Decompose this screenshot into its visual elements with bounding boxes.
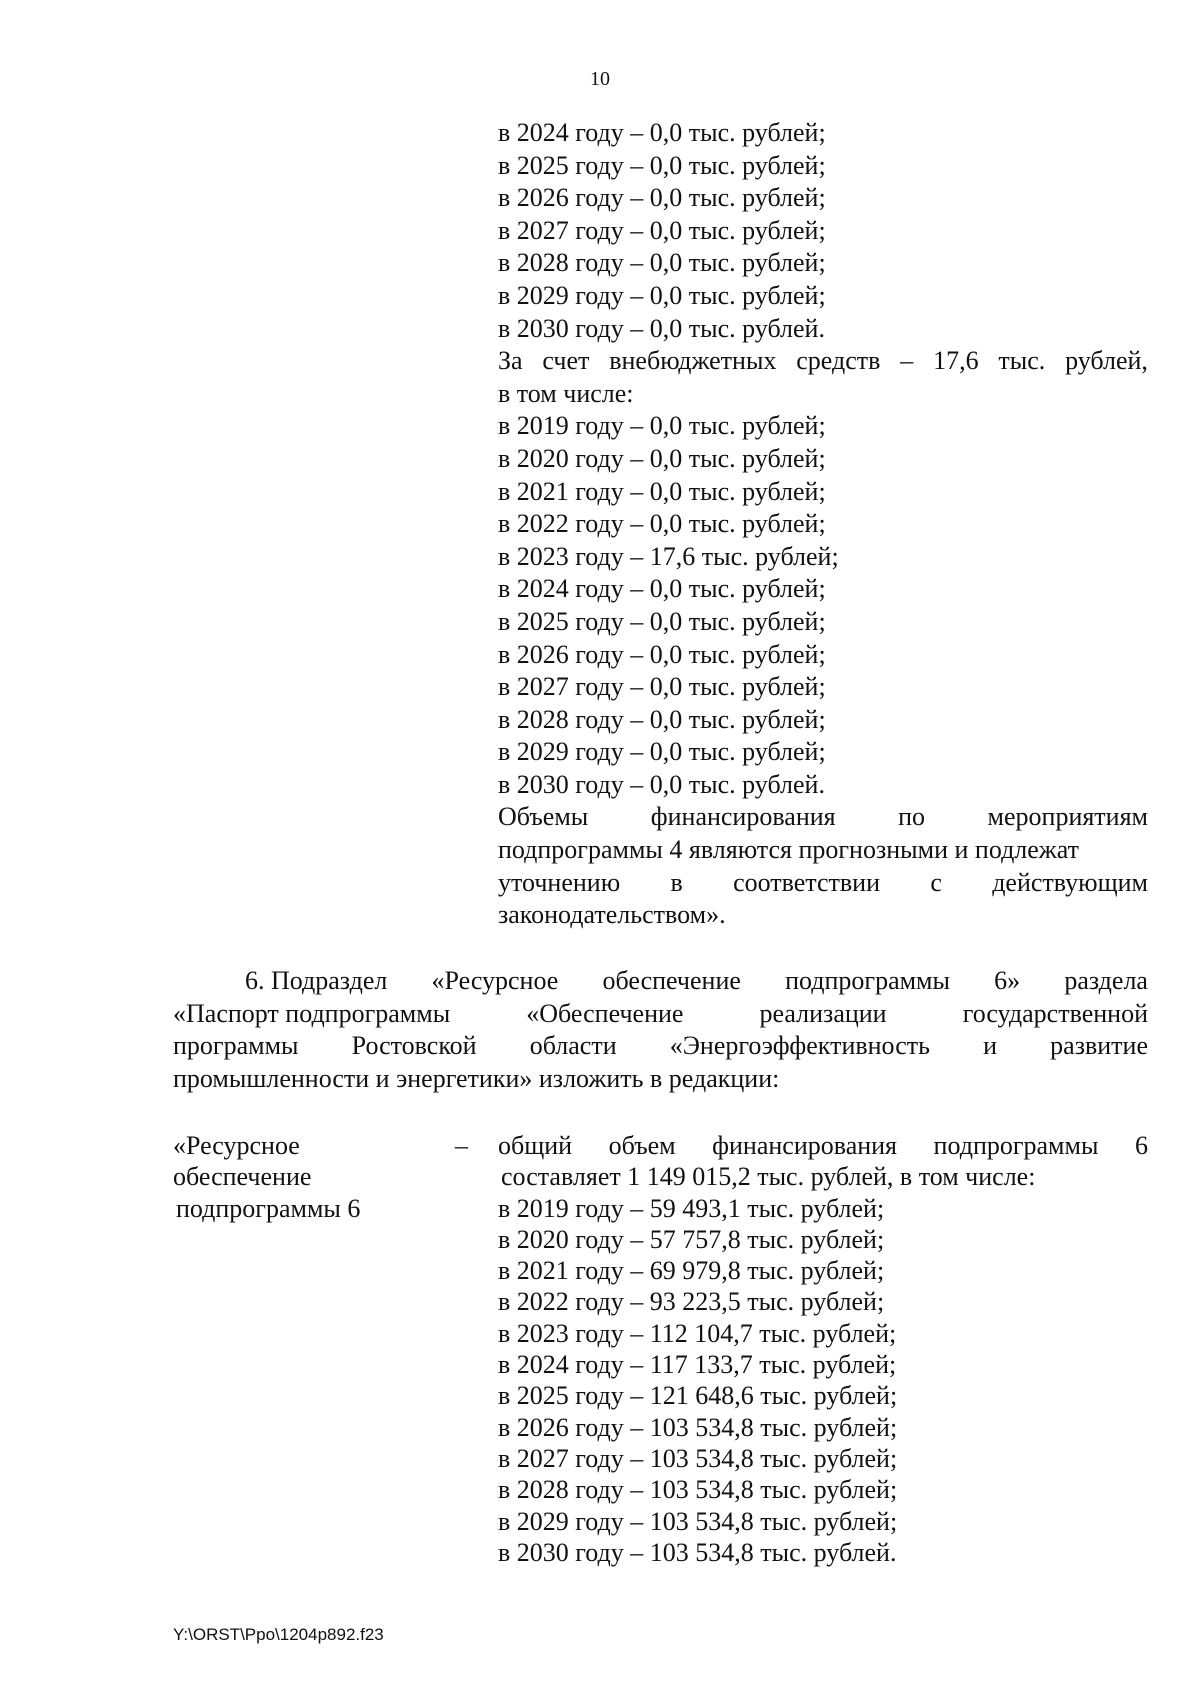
list-item: в 2028 году – 0,0 тыс. рублей; [498,248,826,278]
list-item: в 2025 году – 0,0 тыс. рублей; [498,606,826,636]
section-label [173,1130,423,1224]
section-head-tail: составляет 1 149 015,2 тыс. рублей, в том числе: [501,1162,1036,1192]
word: реализации [759,998,887,1028]
word: За [498,346,523,376]
note-line [498,867,1148,900]
note-line [498,801,1148,834]
year-list-b [498,410,1148,801]
word: «Энергоэффективность [669,1031,930,1061]
word: подпрограммы 4 являются прогнозными и подлежат [498,835,1080,865]
word: «Ресурсное [431,966,559,995]
list-item: в 2027 году – 0,0 тыс. рублей; [498,672,826,702]
extrabudget-tail: в том числе: [498,378,634,408]
word: по [898,802,926,832]
para-line-last: промышленности и энергетики» изложить в редакции: [173,1063,780,1093]
list-item: в 2021 году – 69 979,8 тыс. рублей; [498,1256,885,1286]
word: «Паспорт подпрограммы [173,998,451,1028]
word: 6. Подраздел [245,966,388,995]
list-item: в 2029 году – 0,0 тыс. рублей; [498,280,826,310]
list-item: в 2020 году – 57 757,8 тыс. рублей; [498,1224,885,1254]
word: подпрограммы [785,966,950,995]
word: 6 [1134,1131,1148,1160]
word: мероприятиям [987,802,1148,832]
word: счет [542,346,590,376]
list-item: в 2019 году – 59 493,1 тыс. рублей; [498,1193,885,1223]
list-item: в 2025 году – 0,0 тыс. рублей; [498,150,826,180]
page-number: 10 [590,68,610,90]
list-item: в 2022 году – 0,0 тыс. рублей; [498,509,826,539]
word: общий [498,1131,573,1160]
word: подпрограммы [933,1131,1099,1160]
word: программы [173,1031,299,1061]
word: обеспечение [602,966,741,995]
word: в [670,867,683,897]
para-line [173,998,1148,1031]
word: государственной [962,998,1148,1028]
word: с [930,867,942,897]
word: объем [608,1131,676,1160]
list-item: в 2029 году – 0,0 тыс. рублей; [498,737,826,767]
word: соответствии [733,867,880,897]
list-item: в 2023 году – 17,6 тыс. рублей; [498,541,839,571]
list-item: в 2028 году – 103 534,8 тыс. рублей; [498,1475,898,1505]
word: финансирования [650,802,836,832]
word: раздела [1064,966,1148,995]
word: и [983,1031,998,1061]
label-line: подпрограммы 6 [176,1193,361,1223]
label-line: обеспечение [173,1162,312,1192]
note-line [498,834,1148,867]
word: 6» [994,966,1021,995]
word: финансирования [712,1131,898,1160]
word: «Обеспечение [526,998,684,1028]
list-item: в 2030 году – 0,0 тыс. рублей. [498,313,825,343]
list-item: в 2023 году – 112 104,7 тыс. рублей; [498,1318,897,1348]
word: – [900,346,914,376]
continuation-block [498,117,1148,932]
list-item: в 2027 году – 0,0 тыс. рублей; [498,215,826,245]
word: развитие [1050,1031,1148,1061]
word: Ростовской [351,1031,477,1061]
word: рублей, [1065,346,1148,376]
section-data [498,1130,1148,1568]
word: средств [796,346,881,376]
para-line [173,1030,1148,1063]
word: тыс. [998,346,1046,376]
list-item: в 2026 году – 0,0 тыс. рублей; [498,183,826,213]
word: уточнению [498,867,621,897]
list-item: в 2027 году – 103 534,8 тыс. рублей; [498,1443,898,1473]
word: области [529,1031,617,1061]
year-list-a [498,117,1148,345]
list-item: в 2024 году – 0,0 тыс. рублей; [498,118,826,147]
note-line-last: законодательством». [498,900,726,930]
list-item: в 2030 году – 0,0 тыс. рублей. [498,769,825,799]
word: Объемы [498,802,589,832]
extrabudget-line [498,345,1148,378]
financing-note [498,801,1148,931]
list-item: в 2024 году – 0,0 тыс. рублей; [498,574,826,604]
list-item: в 2026 году – 103 534,8 тыс. рублей; [498,1412,898,1442]
list-item: в 2021 году – 0,0 тыс. рублей; [498,476,826,506]
paragraph-6 [173,965,1148,1095]
list-item: в 2025 году – 121 648,6 тыс. рублей; [498,1381,898,1411]
section-dash: – [455,1131,468,1160]
label-line: «Ресурсное [173,1131,300,1160]
list-item: в 2024 году – 117 133,7 тыс. рублей; [498,1350,897,1380]
section-head-line [498,1130,1148,1161]
list-item: в 2019 году – 0,0 тыс. рублей; [498,411,826,441]
list-item: в 2028 году – 0,0 тыс. рублей; [498,704,826,734]
para-line [173,965,1148,998]
word: внебюджетных [609,346,777,376]
footer-file-path: Y:\ORST\Ppo\1204p892.f23 [173,1625,384,1644]
list-item: в 2022 году – 93 223,5 тыс. рублей; [498,1287,885,1317]
list-item: в 2029 году – 103 534,8 тыс. рублей; [498,1506,898,1536]
word: 17,6 [933,346,979,376]
list-item: в 2020 году – 0,0 тыс. рублей; [498,443,826,473]
list-item: в 2026 году – 0,0 тыс. рублей; [498,639,826,669]
list-item: в 2030 году – 103 534,8 тыс. рублей. [498,1537,897,1567]
word: действующим [992,867,1148,897]
